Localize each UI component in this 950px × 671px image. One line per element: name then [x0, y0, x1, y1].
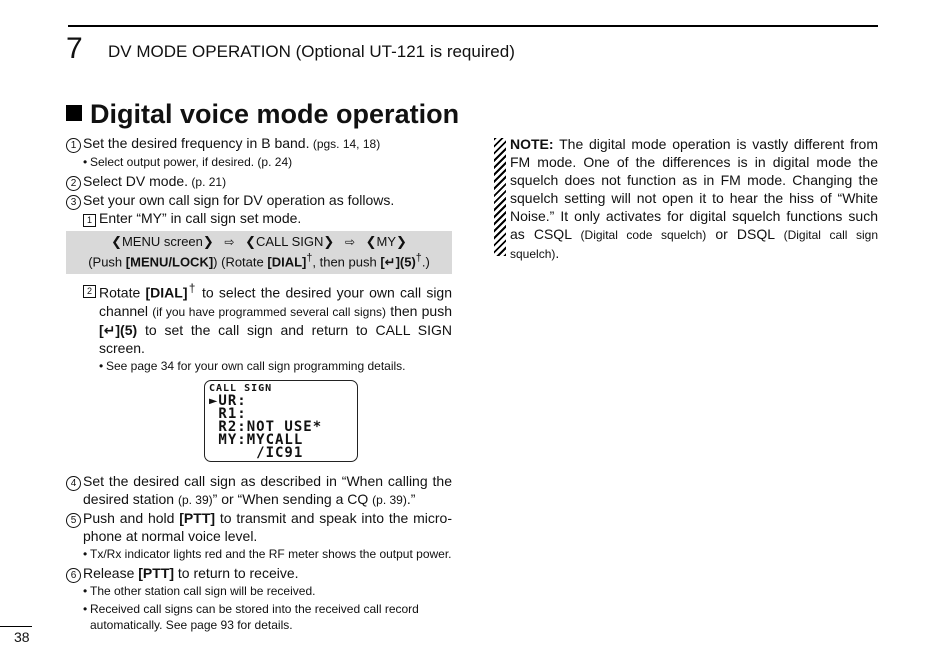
substep-number: 1 — [83, 214, 96, 227]
list-item: • Received call signs can be stored into the received call record automatically. See page 93 for details. — [83, 601, 419, 632]
chapter-title: DV MODE OPERATION (Optional UT-121 is required) — [108, 42, 515, 61]
step-6: 6 Release [PTT] to return to receive. — [66, 564, 452, 582]
list-item: • See page 34 for your own call sign programming details. — [99, 358, 406, 373]
step-4: 4 Set the desired call sign as described in “When calling the desired station (p. 39)” or “When sending a CQ (p. 39).” — [66, 472, 452, 509]
substep-1: 1 Enter “MY” in call sign set mode. — [66, 209, 452, 227]
step-5: 5 Push and hold [PTT] to transmit and speak into the micro- phone at normal voice level. — [66, 509, 452, 545]
step-1: 1 Set the desired frequency in B band. (pgs. 14, 18) — [66, 134, 452, 153]
step-number: 3 — [66, 195, 81, 210]
lcd-line: R1: — [209, 405, 247, 422]
list-item: • The other station call sign will be received. — [83, 583, 316, 598]
instructions-column — [66, 134, 452, 635]
lcd-line: CALL SIGN — [209, 382, 273, 394]
menu-path-step: ❮MY❯ — [365, 234, 407, 249]
substep-number: 2 — [83, 285, 96, 298]
substep-2: 2 Rotate [DIAL]† to select the desired your own call sign channel (if you have programmed several call signs) then push [↵](5) to set the call sign and return to CALL SIGN screen. — [66, 280, 452, 357]
chapter-number: 7 — [66, 32, 83, 65]
header-rule — [68, 25, 878, 27]
step-number: 6 — [66, 568, 81, 583]
section-title — [66, 98, 459, 130]
menu-path-step: ❮MENU screen❯ — [111, 234, 214, 249]
step-number: 1 — [66, 138, 81, 153]
lcd-line: MY:MYCALL — [209, 431, 304, 448]
lcd-line: R2:NOT USE* — [209, 418, 323, 435]
page-number: 38 — [14, 629, 30, 645]
step-number: 4 — [66, 476, 81, 491]
menu-path-step: ❮CALL SIGN❯ — [245, 234, 335, 249]
square-bullet-icon — [66, 105, 82, 121]
arrow-right-icon: ⇨ — [224, 235, 235, 249]
list-item: • Select output power, if desired. (p. 24) — [83, 155, 293, 169]
step-2: 2 Select DV mode. (p. 21) — [66, 172, 452, 191]
note-box: NOTE: The digital mode operation is vastly different from FM mode. One of the differences is in digital mode the squelch does not function as in FM mode. Changing the squelch setting will not open it to hear the hiss of “White Noise.” It only activates for digital squelch functions such as CSQL (Digital code squelch) or DSQL (Digital call sign squelch). — [510, 136, 878, 261]
section-title-text: Digital voice mode operation — [90, 99, 460, 129]
step-number: 5 — [66, 513, 81, 528]
lcd-line: /IC91 — [209, 444, 304, 461]
step-3: 3 Set your own call sign for DV operation as follows. — [66, 191, 452, 209]
step-number: 2 — [66, 176, 81, 191]
note-label: NOTE: — [510, 136, 554, 152]
menu-path-box: ❮MENU screen❯ ⇨ ❮CALL SIGN❯ ⇨ ❮MY❯ (Push [MENU/LOCK]) (Rotate [DIAL]†, then push [↵](5)†.) — [66, 231, 452, 274]
footer-rule — [0, 626, 32, 627]
lcd-display — [204, 380, 358, 462]
lcd-line: ►UR: — [209, 392, 247, 409]
arrow-right-icon: ⇨ — [344, 235, 355, 249]
list-item: • Tx/Rx indicator lights red and the RF meter shows the output power. — [83, 546, 452, 561]
